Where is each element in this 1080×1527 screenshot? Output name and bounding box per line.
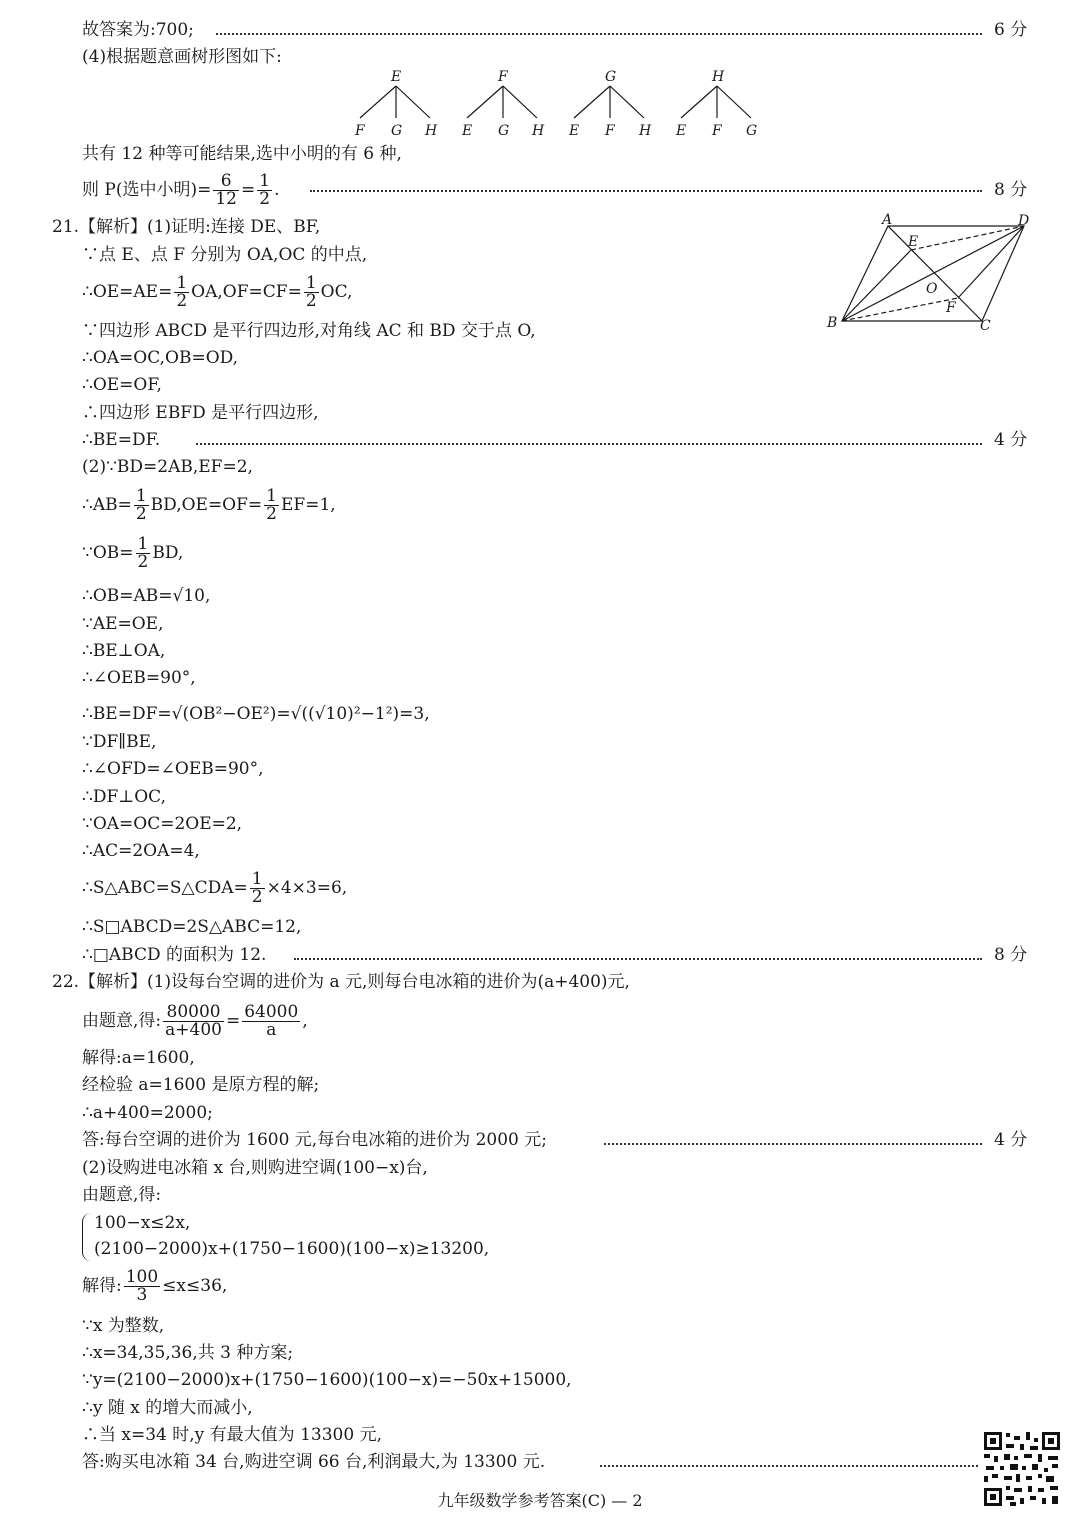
text-line: ∵DF∥BE,	[82, 732, 157, 752]
page-footer: 九年级数学参考答案(C) — 2	[437, 1491, 643, 1510]
text-line: 答:购买电冰箱 34 台,购进空调 66 台,利润最大,为 13300 元.	[82, 1452, 546, 1472]
fraction: $\frac{1}{2}$	[135, 486, 147, 524]
tree-leaf: E	[676, 123, 687, 139]
point-label: D	[1018, 213, 1030, 229]
score-label: 8 分	[994, 945, 1028, 965]
fraction: $\frac{1}{2}$	[305, 273, 317, 311]
score-label: 4 分	[994, 1130, 1028, 1150]
dot-leader	[216, 33, 982, 35]
text-line: ∵x 为整数,	[82, 1316, 165, 1336]
text-line: ∴∠OFD=∠OEB=90°,	[82, 759, 264, 779]
text-line: ∴x=34,35,36,共 3 种方案;	[82, 1343, 294, 1363]
tree-leaf: E	[569, 123, 580, 139]
text-line: ∵OA=OC=2OE=2,	[82, 814, 243, 834]
text-line: 答:每台空调的进价为 1600 元,每台电冰箱的进价为 2000 元;	[82, 1130, 548, 1150]
probability-line: 则 P(选中小明)= $\frac{6}{12}$ = $\frac{1}{2}$ .	[82, 171, 280, 209]
score-label: 8 分	[994, 180, 1028, 200]
tree-root: H	[712, 69, 725, 85]
tree-leaf: F	[355, 123, 365, 139]
score-label: 4 分	[994, 430, 1028, 450]
tree-leaf: E	[462, 123, 473, 139]
text-line: ∴S□ABCD=2S△ABC=12,	[82, 917, 302, 937]
text-line: (2)设购进电冰箱 x 台,则购进空调(100−x)台,	[82, 1158, 428, 1178]
dot-leader	[600, 1465, 978, 1467]
tree-leaf: G	[391, 123, 403, 139]
dot-leader	[310, 190, 982, 192]
text-line: ∵点 E、点 F 分别为 OA,OC 的中点,	[82, 245, 368, 265]
tree-leaf: F	[712, 123, 722, 139]
fraction: $\frac{1}{2}$	[176, 273, 188, 311]
text-line: ∴□ABCD 的面积为 12.	[82, 945, 267, 965]
fraction: $\frac{1}{2}$	[137, 534, 149, 572]
tree-leaf: H	[532, 123, 545, 139]
text-line: 解得:a=1600,	[82, 1048, 195, 1068]
inequality-line: (2100−2000)x+(1750−1600)(100−x)≥13200,	[94, 1239, 490, 1259]
text-line: (4)根据题意画树形图如下:	[82, 47, 282, 67]
math-line: 解得: $\frac{100}{3}$ ≤x≤36,	[82, 1267, 228, 1305]
text-line: ∴四边形 EBFD 是平行四边形,	[82, 403, 319, 423]
point-label: E	[908, 234, 919, 250]
text-line: ∵四边形 ABCD 是平行四边形,对角线 AC 和 BD 交于点 O,	[82, 321, 536, 341]
tree-leaf: G	[498, 123, 510, 139]
parallelogram-figure	[822, 212, 1042, 337]
fraction: $\frac{6}{12}$	[215, 171, 237, 209]
tree-root: E	[391, 69, 402, 85]
math-line: ∴OE=AE= $\frac{1}{2}$ OA,OF=CF= $\frac{1}{2}$ OC,	[82, 273, 353, 311]
math-line: ∴S△ABC=S△CDA= $\frac{1}{2}$ ×4×3=6,	[82, 869, 348, 907]
text-line: (2)∵BD=2AB,EF=2,	[82, 457, 253, 477]
fraction: $\frac{1}{2}$	[251, 869, 263, 907]
math-line: 由题意,得: $\frac{80000}{a+400}$ = $\frac{64000}{a}$ ,	[82, 1002, 308, 1040]
point-label: A	[882, 212, 893, 228]
tree-leaf: F	[605, 123, 615, 139]
math-line: ∵OB= $\frac{1}{2}$ BD,	[82, 534, 184, 572]
fraction: $\frac{1}{2}$	[259, 171, 271, 209]
text-line: ∴当 x=34 时,y 有最大值为 13300 元,	[82, 1425, 382, 1445]
tree-root: F	[498, 69, 508, 85]
text: 则 P(选中小明)=	[82, 180, 212, 200]
text-line: ∴OB=AB=√10,	[82, 586, 211, 606]
text-line: ∴OA=OC,OB=OD,	[82, 348, 239, 368]
score-label: 6 分	[994, 20, 1028, 40]
dot-leader	[294, 958, 982, 960]
tree-root: G	[605, 69, 617, 85]
answer-line: 故答案为:700;	[82, 20, 194, 40]
fraction: $\frac{80000}{a+400}$	[165, 1002, 222, 1040]
inequality-line: 100−x≤2x,	[94, 1213, 191, 1233]
text-line: 共有 12 种等可能结果,选中小明的有 6 种,	[82, 144, 402, 164]
point-label: F	[946, 300, 956, 316]
tree-leaf: G	[746, 123, 758, 139]
dot-leader	[196, 443, 982, 445]
dot-leader	[604, 1143, 982, 1145]
text-line: ∴AC=2OA=4,	[82, 841, 200, 861]
text-line: ∴DF⊥OC,	[82, 787, 166, 807]
text-line: ∴y 随 x 的增大而减小,	[82, 1398, 253, 1418]
question-22-heading: 22.【解析】(1)设每台空调的进价为 a 元,则每台电冰箱的进价为(a+400)元,	[52, 972, 630, 992]
fraction: $\frac{64000}{a}$	[244, 1002, 299, 1040]
tree-leaf: H	[425, 123, 438, 139]
point-label: B	[827, 315, 838, 331]
text-line: 经检验 a=1600 是原方程的解;	[82, 1075, 320, 1095]
system-brace	[82, 1213, 91, 1261]
fraction: $\frac{1}{2}$	[266, 486, 277, 524]
text-line: ∴BE=DF=√(OB²−OE²)=√((√10)²−1²)=3,	[82, 704, 430, 724]
text-line: ∵y=(2100−2000)x+(1750−1600)(100−x)=−50x+15000,	[82, 1370, 572, 1390]
text-line: ∵AE=OE,	[82, 614, 164, 634]
math-line: ∴AB= $\frac{1}{2}$ BD,OE=OF= $\frac{1}{2}$ EF=1,	[82, 486, 336, 524]
tree-leaf: H	[639, 123, 652, 139]
text-line: 由题意,得:	[82, 1185, 162, 1205]
text-line: ∴BE⊥OA,	[82, 641, 166, 661]
text-line: ∴a+400=2000;	[82, 1103, 213, 1123]
text-line: ∴OE=OF,	[82, 375, 162, 395]
tree-diagram	[350, 66, 770, 141]
text-line: ∴∠OEB=90°,	[82, 668, 196, 688]
point-label: C	[980, 318, 991, 334]
point-label: O	[926, 281, 938, 297]
question-21-heading: 21.【解析】(1)证明:连接 DE、BF,	[52, 217, 321, 237]
text-line: ∴BE=DF.	[82, 430, 161, 450]
fraction: $\frac{100}{3}$	[125, 1267, 159, 1305]
